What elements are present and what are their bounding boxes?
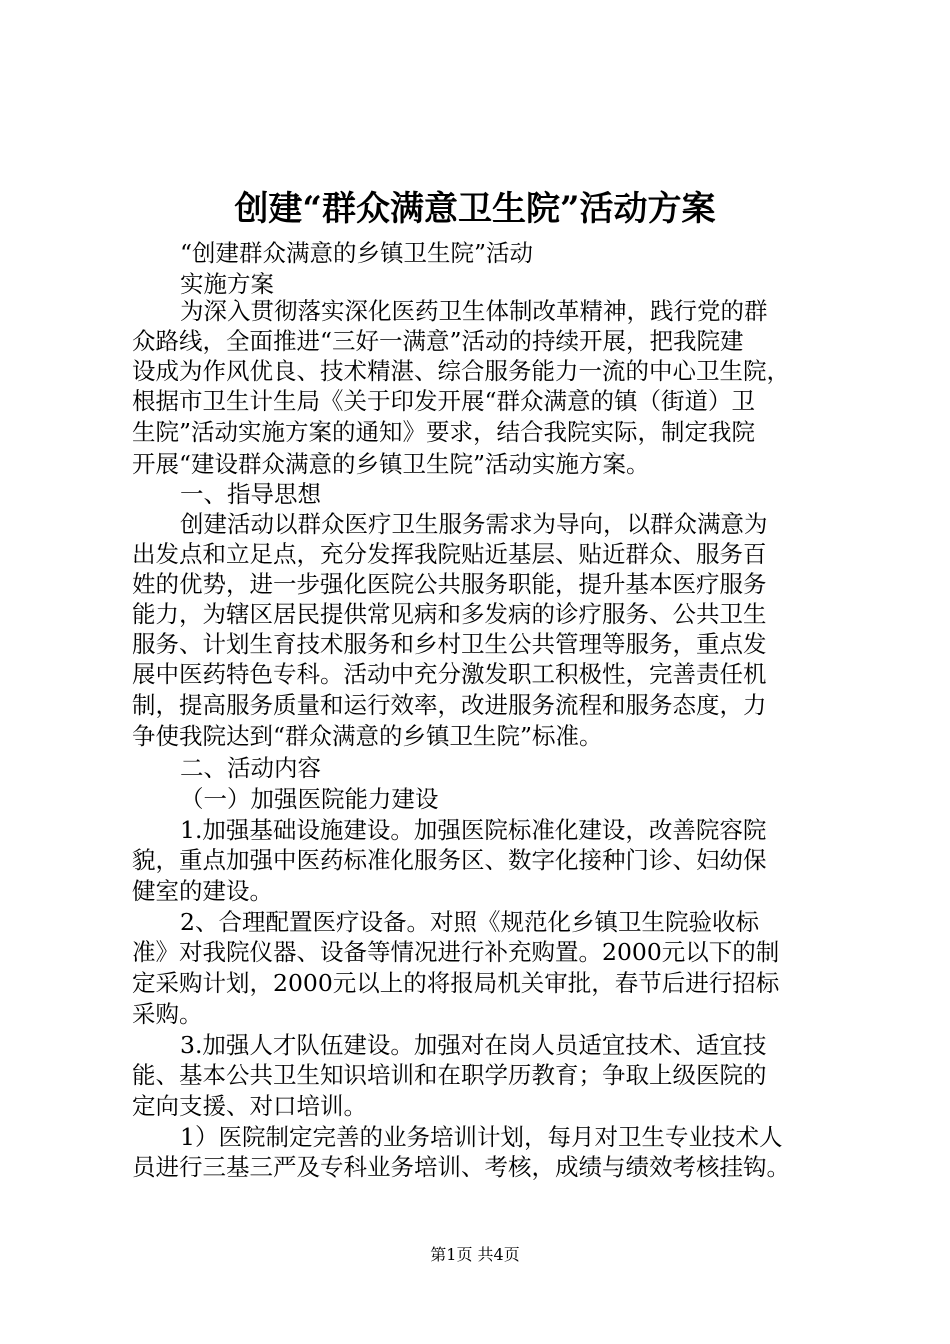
document-title: 创建“群众满意卫生院”活动方案 [234,189,716,229]
body-line: 准》对我院仪器、设备等情况进行补充购置。2000元以下的制 [132,938,780,966]
body-line: 生院”活动实施方案的通知》要求，结合我院实际，制定我院 [132,418,756,446]
body-line: 采购。 [132,1000,203,1028]
body-line: 健室的建设。 [132,877,273,905]
body-line: 开展“建设群众满意的乡镇卫生院”活动实施方案。 [132,450,650,478]
body-line: 3.加强人才队伍建设。加强对在岗人员适宜技术、适宜技 [180,1031,767,1059]
body-line: 姓的优势，进一步强化医院公共服务职能，提升基本医疗服务 [132,570,767,598]
body-line: 二、活动内容 [180,754,321,782]
body-line: 服务、计划生育技术服务和乡村卫生公共管理等服务，重点发 [132,630,767,658]
body-line: 定向支援、对口培训。 [132,1092,367,1120]
body-line: 为深入贯彻落实深化医药卫生体制改革精神，践行党的群 [180,297,768,325]
body-line: 设成为作风优良、技术精湛、综合服务能力一流的中心卫生院， [132,357,790,385]
body-line: 展中医药特色专科。活动中充分激发职工积极性，完善责任机 [132,660,767,688]
body-line: 定采购计划，2000元以上的将报局机关审批，春节后进行招标 [132,969,780,997]
body-line: 创建活动以群众医疗卫生服务需求为导向，以群众满意为 [180,510,768,538]
body-line: 1）医院制定完善的业务培训计划，每月对卫生专业技术人 [180,1123,783,1151]
body-line: 争使我院达到“群众满意的乡镇卫生院”标准。 [132,722,603,750]
body-line: 能力，为辖区居民提供常见病和多发病的诊疗服务、公共卫生 [132,600,767,628]
body-line: “创建群众满意的乡镇卫生院”活动 [180,239,534,267]
body-line: 2、合理配置医疗设备。对照《规范化乡镇卫生院验收标 [180,908,759,936]
body-line: 1.加强基础设施建设。加强医院标准化建设，改善院容院 [180,816,767,844]
page-footer: 第1页 共4页 [430,1245,520,1264]
body-line: 众路线，全面推进“三好一满意”活动的持续开展，把我院建 [132,327,744,355]
body-line: （一）加强医院能力建设 [180,785,439,813]
body-line: 根据市卫生计生局《关于印发开展“群众满意的镇（街道）卫 [132,387,756,415]
body-line: 实施方案 [180,270,274,298]
body-line: 出发点和立足点，充分发挥我院贴近基层、贴近群众、服务百 [132,540,767,568]
body-line: 貌，重点加强中医药标准化服务区、数字化接种门诊、妇幼保 [132,846,767,874]
body-line: 员进行三基三严及专科业务培训、考核，成绩与绩效考核挂钩。 [132,1153,790,1181]
body-line: 一、指导思想 [180,480,321,508]
body-line: 制，提高服务质量和运行效率，改进服务流程和服务态度，力 [132,691,767,719]
body-line: 能、基本公共卫生知识培训和在职学历教育；争取上级医院的 [132,1061,767,1089]
